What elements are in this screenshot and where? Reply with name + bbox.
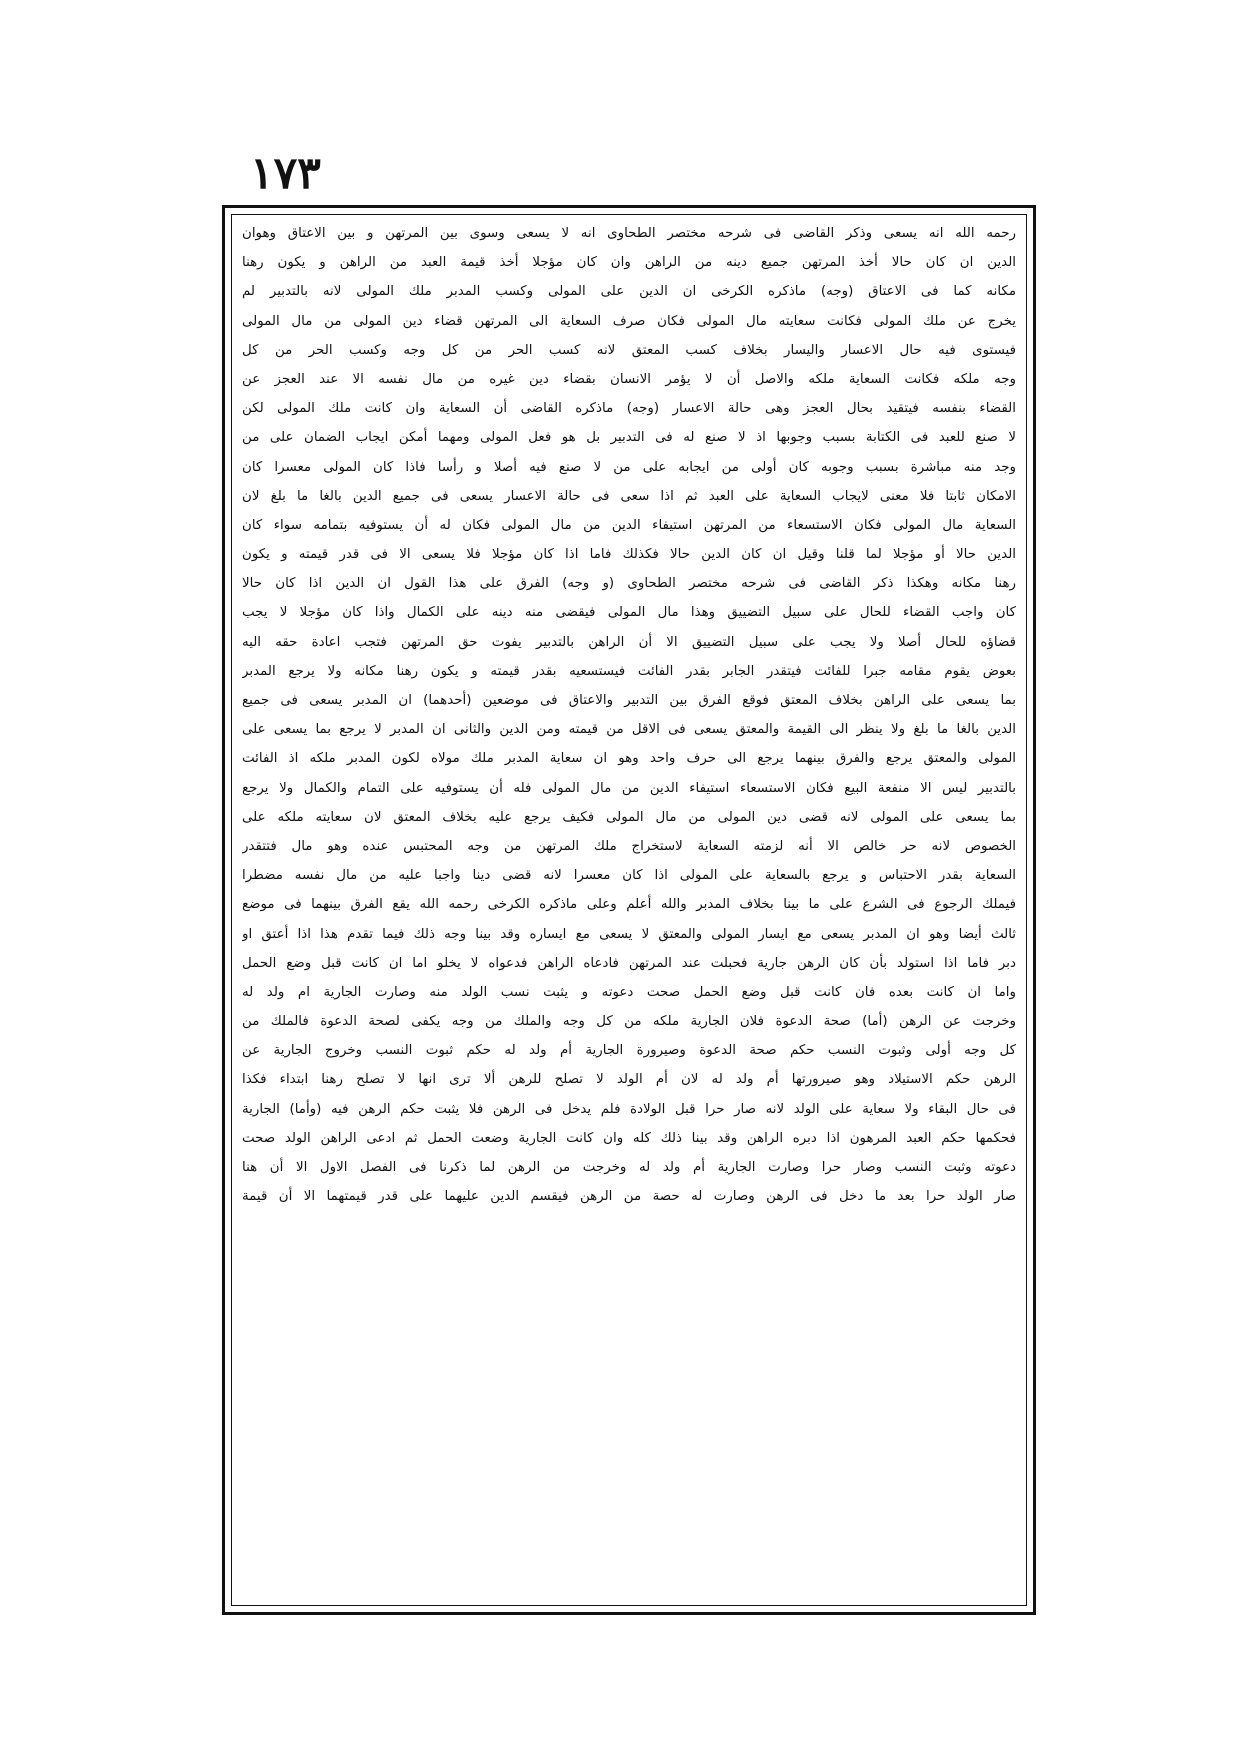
- text-line: السعاية مال المولى فكان الاستسعاء من المرتهن استيفاء الدين من مال المولى فكان له أن يستوفيه بتمامه سواء كان: [242, 517, 1016, 533]
- text-line: فى حال البقاء ولا سعاية على الولد لانه صار حرا قبل الولادة فلم يدخل فى الرهن فلا يثبت حكم الرهن فيه (وأما) الجارية: [242, 1101, 1016, 1117]
- text-line: وجه ملكه فكانت السعاية ملكه والاصل أن لا يؤمر الانسان بقضاء دين غيره من مال نفسه الا عند العجز عن: [242, 371, 1016, 387]
- text-line: الدين بالغا ما بلغ ولا ينظر الى القيمة والمعتق يسعى فى الاقل من قيمته ومن الدين والثانى ان المدبر لا يرجع بما يسعى على: [242, 722, 1016, 738]
- text-frame: [222, 205, 1036, 1615]
- text-frame-inner: [231, 214, 1027, 1606]
- text-line: الرهن حكم الاستيلاد وهو صيرورتها أم ولد له لان أم الولد لا تصلح للرهن ألا ترى انها لا تصلح رهنا ابتداء فكذا: [242, 1072, 1016, 1088]
- text-line: الامكان ثابتا فلا معنى لايجاب السعاية على العبد ثم اذا سعى فى حالة الاعسار يسعى فى جميع الدين بالغا ما بلغ لان: [242, 488, 1016, 504]
- text-line: قضاؤه للحال أصلا ولا يجب على سبيل التضييق الا أن الراهن بالتدبير يفوت حق المرتهن فتجب اعادة حقه اليه: [242, 634, 1016, 650]
- text-line: وخرجت عن الرهن (أما) صحة الدعوة فلان الجارية ملكه من كل وجه والملك من وجه يكفى لصحة الدعوة فالملك من: [242, 1014, 1016, 1030]
- text-line: وجد منه مباشرة بسبب وجوبه كان أولى من ايجابه على من لا صنع فيه أصلا و رأسا فاذا كان المولى معسرا كان: [242, 459, 1016, 475]
- text-line: كل وجه أولى وثبوت النسب حكم صحة الدعوة وصيرورة الجارية أم ولد له حكم ثبوت النسب وخروج الجارية عن: [242, 1043, 1016, 1059]
- text-line: القضاء بنفسه فيتقيد بحال العجز وهى حالة الاعسار (وجه) ماذكره القاضى أن السعاية وان كانت ملك المولى لكن: [242, 401, 1016, 417]
- text-line: بالتدبير ليس الا منفعة البيع فكان الاستسعاء استيفاء الدين من مال المولى فله أن يستوفيه على التمام والكمال ولا يرجع: [242, 780, 1016, 796]
- text-line: السعاية بقدر الاحتباس و يرجع بالسعاية على المولى اذا كان معسرا لانه قضى دينا واجبا عليه من مال نفسه مضطرا: [242, 868, 1016, 884]
- page-text: [242, 219, 1016, 1211]
- text-line: مكانه كما فى الاعتاق (وجه) ماذكره الكرخى ان الدين على المولى وكسب المدبر ملك المولى لانه بالتدبير لم: [242, 284, 1016, 300]
- text-line: دعوته وثبت النسب وصار حرا وصارت الجارية أم ولد له وخرجت من الرهن لما ذكرنا فى الفصل الاول الا أن هنا: [242, 1160, 1016, 1175]
- text-line: بما يسعى على الراهن بخلاف المعتق فوقع الفرق بين التدبير والاعتاق فى موضعين (أحدهما) ان المدبر يسعى فى جميع: [242, 693, 1016, 708]
- text-line: الدين حالا أو مؤجلا لما قلنا وقيل ان كان الدين حالا فكذلك فاما اذا كان مؤجلا فلا يسعى الا فى قدر قيمته و يكون: [242, 547, 1016, 563]
- text-line: فحكمها حكم العبد المرهون اذا دبره الراهن وقد بينا ذلك كله وان كانت الجارية وضعت الحمل ثم ادعى الراهن الولد صحت: [242, 1130, 1016, 1146]
- text-line: فيملك الرجوع فى الشرع على ما بينا بخلاف المدبر والله أعلم وعلى ماذكره الكرخى رحمه الله يقع الفرق بينهما فى موضع: [242, 897, 1016, 913]
- text-line: دبر فاما اذا استولد بأن كان الرهن جارية فحبلت عند المرتهن فادعاه الراهن فدعواه لا يخلو اما ان كانت قبل وضع الحمل: [242, 955, 1016, 971]
- text-line: رحمه الله انه يسعى وذكر القاضى فى شرحه مختصر الطحاوى انه لا يسعى وسوى بين المرتهن و بين الاعتاق وهوان: [242, 226, 1016, 241]
- text-line: واما ان كانت بعده فان كانت قبل وضع الحمل صحت دعوته و يثبت نسب الولد منه وصارت الجارية ام ولد له: [242, 984, 1016, 1000]
- text-line: الدين ان كان حالا أخذ المرتهن جميع دينه من الراهن وان كان مؤجلا أخذ قيمة العبد من الراهن و يكون رهنا: [242, 255, 1016, 271]
- text-line: المولى والمعتق يرجع والفرق بينهما يرجع الى حرف واحد وهو ان سعاية المدبر ملك مولاه لكون المدبر ملكه اذ الفائت: [242, 751, 1016, 767]
- text-line: يخرج عن ملك المولى فكانت سعايته مال المولى فكان صرف السعاية الى المرتهن قضاء دين المولى من مال المولى: [242, 313, 1016, 329]
- text-line: الخصوص لانه حر خالص الا أنه لزمته السعاية لاستخراج ملك المرتهن من وجه المحتبس عنده وهو مال فتتقدر: [242, 838, 1016, 854]
- text-line: بما يسعى على المولى لانه قضى دين المولى من مال المولى فكيف يرجع عليه بخلاف المعتق لان سعايته ملكه على: [242, 809, 1016, 825]
- page-number: ١٧٣: [250, 148, 321, 199]
- text-line: رهنا مكانه وهكذا ذكر القاضى فى شرحه مختصر الطحاوى (و وجه) الفرق على هذا القول ان الدين اذا كان حالا: [242, 576, 1016, 592]
- text-line: بعوض يقوم مقامه جبرا للفائت فيتقدر الجابر بقدر الفائت فيستسعيه بقدر قيمته و يكون رهنا مكانه ولا يرجع المدبر: [242, 663, 1016, 679]
- text-line: كان واجب القضاء للحال على سبيل التضييق وهذا مال المولى فيقضى منه دينه على الكمال واذا كان مؤجلا لا يجب: [242, 605, 1016, 621]
- text-line: صار الولد حرا بعد ما دخل فى الرهن وصارت له حصة من الرهن فيقسم الدين عليهما على قدر قيمتهما الا أن قيمة: [242, 1189, 1016, 1205]
- text-line: ثالث أيضا وهو ان المدبر يسعى مع ايسار المولى والمعتق لا يسعى مع ايساره وقد بينا وجه ذلك فيما تقدم هذا اذا أعتق او: [242, 926, 1016, 942]
- text-line: لا صنع للعبد فى الكتابة بسبب وجوبها اذ لا صنع له فى التدبير بل هو فعل المولى ومهما أمكن ايجاب الضمان على من: [242, 430, 1016, 446]
- text-line: فيستوى فيه حال الاعسار واليسار بخلاف كسب المعتق لانه كسب الحر من كل وجه وكسب الحر من كل: [242, 342, 1016, 358]
